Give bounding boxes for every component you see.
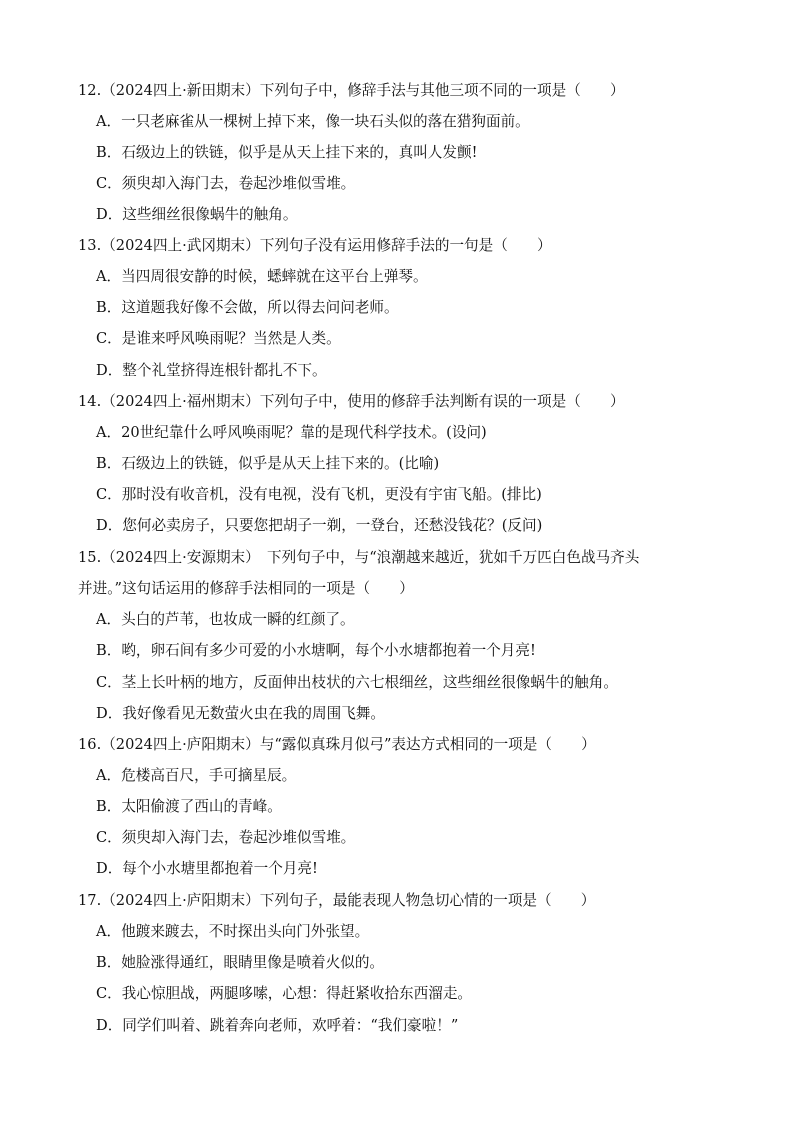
option-d: D．整个礼堂挤得连根针都扎不下。 xyxy=(96,362,327,379)
option-d: D．您何必卖房子，只要您把胡子一剃，一登台，还愁没钱花？(反问) xyxy=(96,517,543,534)
question-stem: 16.（2024四上·庐阳期末）与“露似真珠月似弓”表达方式相同的一项是（ ） xyxy=(78,736,596,753)
option-b: B．她脸涨得通红，眼睛里像是喷着火似的。 xyxy=(96,954,385,971)
option-b: B．这道题我好像不会做，所以得去问问老师。 xyxy=(96,299,399,316)
option-b: B．太阳偷渡了西山的青峰。 xyxy=(96,798,282,815)
option-d: D．这些细丝很像蜗牛的触角。 xyxy=(96,206,298,223)
question-stem: 13.（2024四上·武冈期末）下列句子没有运用修辞手法的一句是（ ） xyxy=(78,237,552,254)
question-stem-line-2: 并进。”这句话运用的修辞手法相同的一项是（ ） xyxy=(78,580,414,597)
question-stem: 17.（2024四上·庐阳期末）下列句子，最能表现人物急切心情的一项是（ ） xyxy=(78,892,596,909)
option-c: C．是谁来呼风唤雨呢？当然是人类。 xyxy=(96,330,341,347)
option-a: A．一只老麻雀从一棵树上掉下来，像一块石头似的落在猎狗面前。 xyxy=(96,113,530,130)
option-d: D．每个小水塘里都抱着一个月亮! xyxy=(96,860,318,877)
option-a: A．危楼高百尺，手可摘星辰。 xyxy=(96,767,297,784)
option-a: A．当四周很安静的时候，蟋蟀就在这平台上弹琴。 xyxy=(96,268,428,285)
option-b: B．石级边上的铁链，似乎是从天上挂下来的。(比喻) xyxy=(96,455,440,472)
option-c: C．须臾却入海门去，卷起沙堆似雪堆。 xyxy=(96,175,356,192)
option-b: B．石级边上的铁链，似乎是从天上挂下来的，真叫人发颤! xyxy=(96,144,478,161)
option-d: D．我好像看见无数萤火虫在我的周围飞舞。 xyxy=(96,705,385,722)
question-stem-line-1: 15.（2024四上·安源期末） 下列句子中，与“浪潮越来越近，犹如千万匹白色战马齐头 xyxy=(78,549,640,566)
question-stem: 14.（2024四上·福州期末）下列句子中，使用的修辞手法判断有误的一项是（ ） xyxy=(78,393,625,410)
option-a: A．头白的芦苇，也妆成一瞬的红颜了。 xyxy=(96,611,355,628)
question-stem: 12.（2024四上·新田期末）下列句子中，修辞手法与其他三项不同的一项是（ ） xyxy=(78,82,625,99)
option-c: C．茎上长叶柄的地方，反面伸出枝状的六七根细丝，这些细丝很像蜗牛的触角。 xyxy=(96,674,618,691)
option-d: D．同学们叫着、跳着奔向老师，欢呼着：“我们豪啦！” xyxy=(96,1017,459,1034)
option-c: C．那时没有收音机，没有电视，没有飞机，更没有宇宙飞船。(排比) xyxy=(96,486,542,503)
option-c: C．我心惊胆战，两腿哆嗦，心想：得赶紧收拾东西溜走。 xyxy=(96,985,473,1002)
option-b: B．哟，卵石间有多少可爱的小水塘啊，每个小水塘都抱着一个月亮! xyxy=(96,642,536,659)
option-c: C．须臾却入海门去，卷起沙堆似雪堆。 xyxy=(96,829,356,846)
option-a: A．他踱来踱去，不时探出头向门外张望。 xyxy=(96,923,370,940)
option-a: A．20世纪靠什么呼风唤雨呢？靠的是现代科学技术。(设问) xyxy=(96,424,487,441)
